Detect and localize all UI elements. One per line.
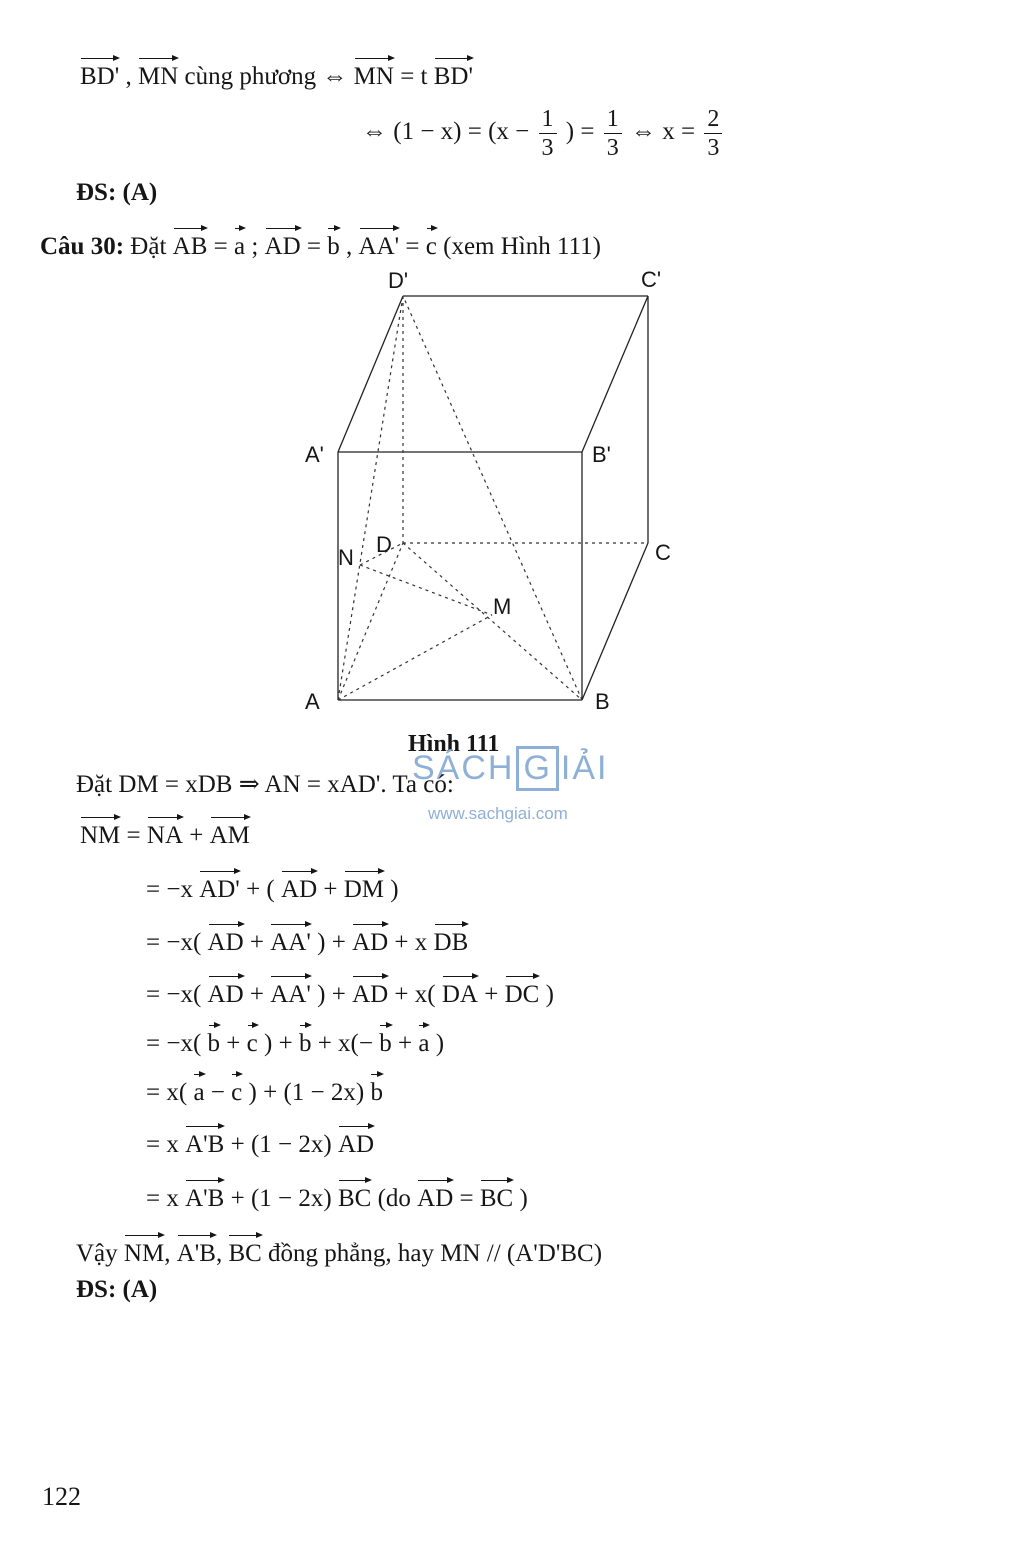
step-6-minus: − (210, 1079, 225, 1106)
step-5 (146, 1025, 444, 1059)
vector-a-prime-b: A'B (177, 1235, 216, 1269)
vector-dc: DC (505, 976, 540, 1010)
vector-c: c (426, 228, 437, 262)
vector-am: AM (210, 817, 250, 851)
fraction-1-den: 3 (541, 134, 554, 161)
conclusion-line (76, 1235, 602, 1269)
vector-b-2: b (299, 1025, 312, 1059)
parallelepiped-figure (0, 0, 1024, 760)
segment-a-m (338, 615, 492, 700)
fraction-3-num: 2 (704, 105, 722, 134)
step-2-close: ) (390, 876, 399, 903)
vector-db: DB (434, 924, 469, 958)
vector-aa-prime: AA' (270, 924, 311, 958)
collinear-text: cùng phương ⇔ (184, 63, 348, 90)
step-7-pre: = x (146, 1131, 179, 1158)
figure-caption: Hình 111 (408, 731, 500, 757)
dat-word: Đặt (130, 233, 167, 260)
step-2 (146, 871, 399, 905)
vector-mn-2: MN (354, 58, 394, 92)
fraction-3-den: 3 (707, 134, 720, 161)
step-3-mid: ) + (317, 929, 346, 956)
step-3 (146, 924, 468, 958)
label-c: C (655, 540, 671, 565)
step-4-plus: + (249, 981, 264, 1008)
step-5-plusx: + x(− (317, 1030, 373, 1057)
step-4-plusx: + x( (394, 981, 436, 1008)
edge-bp-cp (582, 296, 648, 452)
vector-ad: AD (208, 924, 244, 958)
plus: + (189, 822, 204, 849)
vector-a-prime-b: A'B (185, 1180, 224, 1214)
vector-ad-2: AD (352, 924, 388, 958)
edge-b-c (582, 543, 648, 700)
label-a-prime: A' (305, 442, 324, 467)
step-5-mid: ) + (264, 1030, 293, 1057)
label-b-prime: B' (592, 442, 611, 467)
watermark-logo-g: G (516, 746, 558, 791)
step-2-pre: = −x (146, 876, 193, 903)
vector-ad-prime: AD' (199, 871, 240, 905)
vector-ad: AD (338, 1126, 374, 1160)
vector-nm: NM (124, 1235, 164, 1269)
watermark-right: IẢI (560, 749, 609, 787)
vector-bc-2: BC (480, 1180, 513, 1214)
comma: , (346, 233, 353, 260)
step-4-plus2: + (484, 981, 499, 1008)
eq: = (126, 822, 141, 849)
answer-2: ĐS: (A) (76, 1276, 158, 1303)
vector-dm: DM (344, 871, 384, 905)
equals-t: = t (400, 63, 428, 90)
eq-mid: ) = (565, 118, 595, 145)
figure-reference: (xem Hình 111) (443, 233, 601, 260)
vector-a: a (418, 1025, 429, 1059)
vector-da: DA (442, 976, 478, 1010)
semicolon: ; (251, 233, 259, 260)
step-4-mid: ) + (317, 981, 346, 1008)
label-a: A (305, 689, 320, 714)
conclusion-text: đồng phẳng, hay MN // (A'D'BC) (268, 1240, 603, 1267)
vector-ad-2: AD (352, 976, 388, 1010)
step-8-pre: = x (146, 1185, 179, 1212)
step-1 (80, 817, 250, 851)
step-8 (146, 1180, 528, 1214)
step-3-plusx: + x (394, 929, 428, 956)
page-number: 122 (42, 1482, 81, 1511)
vector-ad: AD (208, 976, 244, 1010)
separator: , (125, 63, 132, 90)
step-8-close: ) (519, 1185, 528, 1212)
vector-bc: BC (228, 1235, 261, 1269)
step-8-eq: = (459, 1185, 474, 1212)
step-7 (146, 1126, 374, 1160)
step-6-mid: ) + (1 − 2x) (248, 1079, 365, 1106)
step-6 (146, 1074, 383, 1108)
vector-mn: MN (138, 58, 178, 92)
step-4-pre: = −x( (146, 981, 202, 1008)
vector-c: c (231, 1074, 242, 1108)
vector-b: b (208, 1025, 221, 1059)
vector-c: c (247, 1025, 258, 1059)
vector-ab: AB (173, 228, 208, 262)
step-2-plus2: + (323, 876, 338, 903)
step-4 (146, 976, 554, 1010)
vector-a: a (193, 1074, 204, 1108)
label-b: B (595, 689, 610, 714)
segment-n-m (360, 565, 492, 615)
vector-nm: NM (80, 817, 120, 851)
eq-c: = (405, 233, 420, 260)
vector-na: NA (147, 817, 183, 851)
step-4-close: ) (545, 981, 554, 1008)
watermark-left: SÁCH (412, 749, 515, 787)
label-d: D (376, 532, 392, 557)
watermark-url: www.sachgiai.com (428, 804, 568, 823)
label-c-prime: C' (641, 267, 662, 292)
comma-1: , (164, 1240, 171, 1267)
fraction-1-num: 1 (539, 105, 557, 134)
vector-a: a (234, 228, 245, 262)
vector-aa-prime: AA' (359, 228, 400, 262)
vector-ad: AD (281, 871, 317, 905)
eq-b: = (306, 233, 322, 260)
step-5-close: ) (435, 1030, 445, 1057)
segment-d-b (403, 543, 582, 700)
step-6-pre: = x( (146, 1079, 188, 1106)
vector-bc: BC (338, 1180, 371, 1214)
step-5-pre: = −x( (146, 1030, 202, 1057)
question-label: Câu 30: (40, 233, 125, 260)
vector-ad: AD (417, 1180, 453, 1214)
answer-1: ĐS: (A) (76, 179, 158, 206)
fraction-2-den: 3 (606, 134, 619, 161)
step-3-plus: + (249, 929, 264, 956)
eq-iff-x: ⇔ x = (630, 118, 696, 145)
step-7-mid: + (1 − 2x) (230, 1131, 332, 1158)
eq-left: ⇔ (1 − x) = (x − (362, 118, 530, 145)
vector-b: b (370, 1074, 383, 1108)
vector-ad: AD (265, 228, 301, 262)
comma-2: , (215, 1240, 223, 1267)
vector-bd-prime: BD' (80, 58, 119, 92)
vector-b: b (327, 228, 340, 262)
step-5-plus: + (226, 1030, 241, 1057)
step-2-plus: + ( (246, 876, 275, 903)
label-n: N (338, 545, 354, 570)
label-d-prime: D' (388, 268, 409, 293)
step-5-plus2: + (397, 1030, 413, 1057)
conclusion-pre: Vậy (76, 1240, 118, 1267)
step-3-pre: = −x( (146, 929, 202, 956)
step-8-do: (do (377, 1185, 411, 1212)
step-8-mid: + (1 − 2x) (230, 1185, 332, 1212)
fraction-2-num: 1 (604, 105, 622, 134)
vector-aa-prime: AA' (270, 976, 311, 1010)
eq-a: = (213, 233, 228, 260)
vector-a-prime-b: A'B (185, 1126, 224, 1160)
label-m: M (493, 594, 512, 619)
vector-b-3: b (379, 1025, 392, 1059)
vector-bd-prime-2: BD' (434, 58, 473, 92)
intro-line: Đặt DM = xDB ⇒ AN = xAD'. Ta có: (76, 771, 454, 798)
segment-b-dp (403, 296, 582, 700)
edge-ap-dp (338, 296, 403, 452)
segment-a-dp (338, 296, 403, 700)
